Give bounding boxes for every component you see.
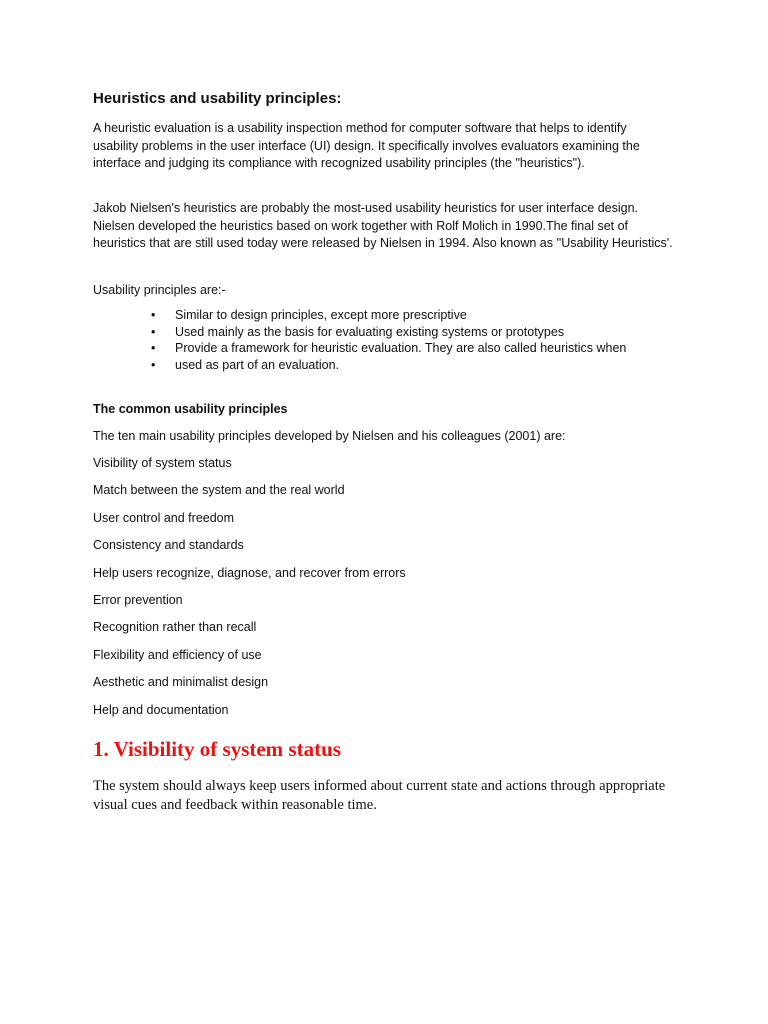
bullet-text: Used mainly as the basis for evaluating existing systems or prototypes (175, 324, 565, 339)
bullet-item (93, 324, 673, 341)
bullet-icon: • (151, 357, 156, 372)
bullet-text: Provide a framework for heuristic evaluation. They are also called heuristics when (175, 341, 627, 356)
common-principles-heading: The common usability principles (93, 402, 288, 416)
principle-item: Visibility of system status (93, 456, 232, 470)
principle-item: User control and freedom (93, 510, 235, 525)
principle-item: Flexibility and efficiency of use (93, 647, 262, 662)
bullet-text: used as part of an evaluation. (175, 357, 340, 372)
bullet-item (93, 307, 673, 324)
bullet-item (93, 340, 673, 357)
page-title: Heuristics and usability principles: (93, 90, 342, 107)
bullet-item (93, 357, 673, 374)
principle-item: Aesthetic and minimalist design (93, 675, 269, 690)
bullet-list (93, 307, 673, 373)
principle-item: Error prevention (93, 592, 183, 607)
nielsen-paragraph: Jakob Nielsen's heuristics are probably the most-used usability heuristics for user interface design. Nielsen developed the heuristics based on work together with Rolf Molich in 1990.The final set of heuristics that are still used today were released by Nielsen in 1994. Also known as ''Usability Heuristics'. (93, 201, 673, 250)
principles-label: Usability principles are:- (93, 283, 226, 297)
bullet-icon: • (151, 324, 156, 339)
principle-item: Recognition rather than recall (93, 620, 257, 635)
principle-item: Match between the system and the real world (93, 483, 345, 498)
bullet-icon: • (151, 341, 156, 356)
intro-paragraph: A heuristic evaluation is a usability inspection method for computer software that helps to identify usability problems in the user interface (UI) design. It specifically involves evaluators examining the interface and judging its compliance with recognized usability principles (the "heuristics"). (93, 121, 640, 170)
bullet-text: Similar to design principles, except more prescriptive (175, 308, 467, 322)
principle-item: Help and documentation (93, 702, 229, 717)
principle-item: Consistency and standards (93, 538, 244, 553)
principles-list (93, 455, 673, 729)
document-page (93, 0, 673, 1024)
ten-principles-intro: The ten main usability principles developed by Nielsen and his colleagues (2001) are: (93, 429, 566, 443)
section-heading-visibility: 1. Visibility of system status (93, 737, 341, 761)
principle-item: Help users recognize, diagnose, and recover from errors (93, 565, 406, 580)
bullet-icon: • (151, 308, 156, 322)
section-body-visibility: The system should always keep users informed about current state and actions through appropriate visual cues and feedback within reasonable time. (93, 778, 666, 813)
